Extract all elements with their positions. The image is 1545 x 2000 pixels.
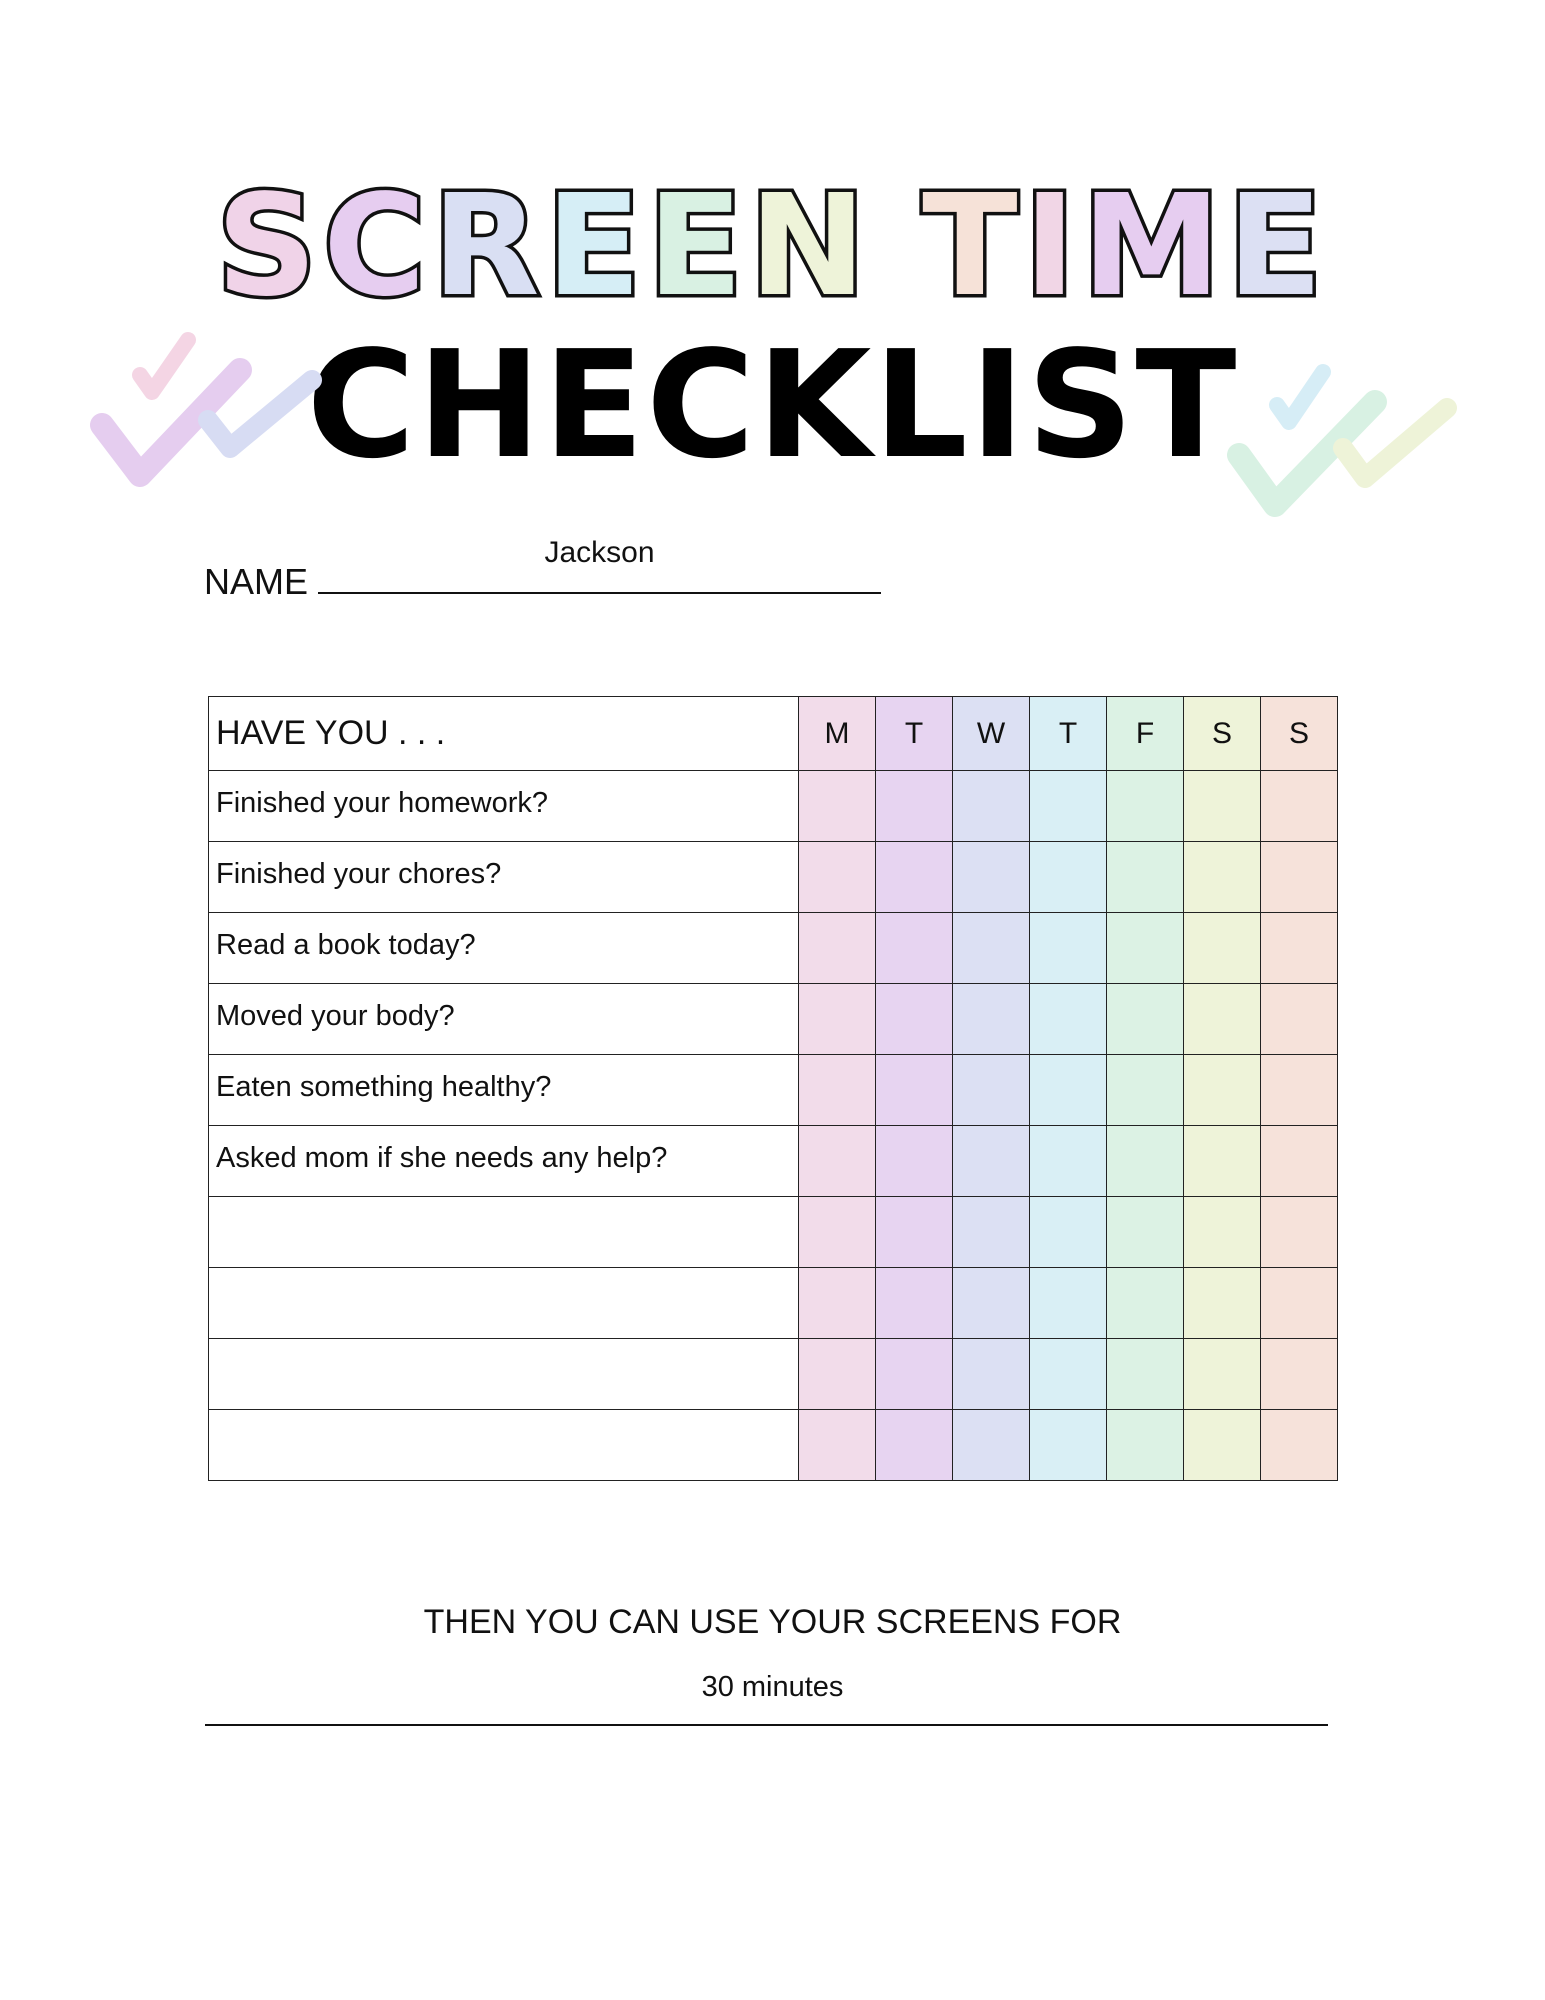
checkbox-cell[interactable]	[1107, 1126, 1184, 1197]
table-row	[209, 1268, 1338, 1339]
title-letter: T	[922, 165, 1024, 328]
checkbox-cell[interactable]	[1107, 1055, 1184, 1126]
table-row	[209, 1410, 1338, 1481]
checkbox-cell[interactable]	[953, 1055, 1030, 1126]
table-row	[209, 1197, 1338, 1268]
title-letter: E	[1227, 165, 1329, 328]
day-header: T	[1030, 697, 1107, 771]
checkbox-cell[interactable]	[876, 1410, 953, 1481]
checkbox-cell[interactable]	[799, 1410, 876, 1481]
day-header: S	[1184, 697, 1261, 771]
minutes-field[interactable]: 30 minutes	[701, 1671, 844, 1703]
decorative-checkmarks-left-icon	[90, 330, 330, 500]
checkbox-cell[interactable]	[1184, 1339, 1261, 1410]
checklist-heading: HAVE YOU . . .	[209, 697, 799, 771]
checkbox-cell[interactable]	[1261, 1268, 1338, 1339]
checkbox-cell[interactable]	[1261, 913, 1338, 984]
checkbox-cell[interactable]	[876, 913, 953, 984]
checkbox-cell[interactable]	[1107, 984, 1184, 1055]
checklist-header-row	[209, 697, 1338, 771]
checkbox-cell[interactable]	[799, 771, 876, 842]
checkbox-cell[interactable]	[1184, 984, 1261, 1055]
table-row	[209, 1126, 1338, 1197]
checkbox-cell[interactable]	[876, 1055, 953, 1126]
checkbox-cell[interactable]	[1030, 1126, 1107, 1197]
checkbox-cell[interactable]	[799, 913, 876, 984]
checkbox-cell[interactable]	[953, 984, 1030, 1055]
checkbox-cell[interactable]	[1030, 1268, 1107, 1339]
checklist-item-label[interactable]	[209, 1197, 799, 1268]
table-row	[209, 1055, 1338, 1126]
title-letter: E	[545, 165, 648, 328]
checkbox-cell[interactable]	[1030, 842, 1107, 913]
day-header: M	[799, 697, 876, 771]
checkbox-cell[interactable]	[953, 771, 1030, 842]
checkbox-cell[interactable]	[1107, 1339, 1184, 1410]
checkbox-cell[interactable]	[1184, 1410, 1261, 1481]
checkbox-cell[interactable]	[876, 842, 953, 913]
checkbox-cell[interactable]	[1107, 913, 1184, 984]
title-letter: E	[647, 165, 749, 328]
checkbox-cell[interactable]	[1107, 1197, 1184, 1268]
day-header: W	[953, 697, 1030, 771]
checkbox-cell[interactable]	[1030, 1410, 1107, 1481]
checkbox-cell[interactable]	[1261, 1055, 1338, 1126]
table-row	[209, 842, 1338, 913]
title-screen-time	[0, 165, 1545, 328]
checkbox-cell[interactable]	[1184, 1197, 1261, 1268]
checkbox-cell[interactable]	[876, 771, 953, 842]
checkbox-cell[interactable]	[953, 1126, 1030, 1197]
checkbox-cell[interactable]	[1261, 842, 1338, 913]
checkbox-cell[interactable]	[1184, 842, 1261, 913]
checkbox-cell[interactable]	[1261, 771, 1338, 842]
checkbox-cell[interactable]	[1261, 1339, 1338, 1410]
checkbox-cell[interactable]	[1107, 1410, 1184, 1481]
checkbox-cell[interactable]	[1261, 1126, 1338, 1197]
name-underline	[318, 592, 881, 594]
checklist-item-label[interactable]	[209, 1339, 799, 1410]
checkbox-cell[interactable]	[799, 842, 876, 913]
title-letter: R	[431, 165, 546, 328]
decorative-checkmarks-right-icon	[1225, 360, 1465, 530]
checklist-item-label: Eaten something healthy?	[209, 1055, 799, 1126]
table-row	[209, 913, 1338, 984]
checkbox-cell[interactable]	[876, 1197, 953, 1268]
checklist-item-label[interactable]	[209, 1410, 799, 1481]
table-row	[209, 984, 1338, 1055]
name-label: NAME	[204, 561, 309, 602]
checkbox-cell[interactable]	[1184, 771, 1261, 842]
checkbox-cell[interactable]	[1184, 1268, 1261, 1339]
checkbox-cell[interactable]	[1184, 1055, 1261, 1126]
checkbox-cell[interactable]	[953, 1339, 1030, 1410]
title-letter: C	[323, 165, 432, 328]
checkbox-cell[interactable]	[1107, 771, 1184, 842]
checkbox-cell[interactable]	[953, 842, 1030, 913]
checkbox-cell[interactable]	[1030, 1339, 1107, 1410]
checkbox-cell[interactable]	[876, 1126, 953, 1197]
checkbox-cell[interactable]	[953, 1197, 1030, 1268]
title-letter: N	[748, 165, 873, 328]
title-checklist: CHECKLIST	[306, 319, 1239, 491]
checkbox-cell[interactable]	[1107, 1268, 1184, 1339]
table-row	[209, 771, 1338, 842]
checkbox-cell[interactable]	[953, 1268, 1030, 1339]
table-row	[209, 1339, 1338, 1410]
minutes-underline	[205, 1724, 1328, 1726]
checkbox-cell[interactable]	[1261, 984, 1338, 1055]
checkbox-cell[interactable]	[799, 1126, 876, 1197]
checkbox-cell[interactable]	[876, 1339, 953, 1410]
title-letter: M	[1081, 165, 1228, 328]
checkbox-cell[interactable]	[953, 1410, 1030, 1481]
checkbox-cell[interactable]	[1261, 1197, 1338, 1268]
checkbox-cell[interactable]	[799, 1055, 876, 1126]
checklist-item-label: Finished your homework?	[209, 771, 799, 842]
checkbox-cell[interactable]	[799, 984, 876, 1055]
checkbox-cell[interactable]	[1030, 913, 1107, 984]
checkbox-cell[interactable]	[799, 1268, 876, 1339]
day-header: S	[1261, 697, 1338, 771]
checklist-item-label: Finished your chores?	[209, 842, 799, 913]
reward-text: THEN YOU CAN USE YOUR SCREENS FOR	[423, 1603, 1122, 1641]
checkbox-cell[interactable]	[1030, 1055, 1107, 1126]
checklist-table	[208, 696, 1338, 1481]
checkbox-cell[interactable]	[1030, 1197, 1107, 1268]
checklist-item-label[interactable]	[209, 1268, 799, 1339]
checklist-item-label: Moved your body?	[209, 984, 799, 1055]
checkbox-cell[interactable]	[876, 984, 953, 1055]
checkbox-cell[interactable]	[799, 1339, 876, 1410]
name-field[interactable]: Jackson	[544, 536, 655, 569]
checklist-item-label: Read a book today?	[209, 913, 799, 984]
checkbox-cell[interactable]	[1184, 1126, 1261, 1197]
checkbox-cell[interactable]	[1107, 842, 1184, 913]
checkbox-cell[interactable]	[1030, 984, 1107, 1055]
checkbox-cell[interactable]	[1030, 771, 1107, 842]
checkbox-cell[interactable]	[1261, 1410, 1338, 1481]
checklist-item-label: Asked mom if she needs any help?	[209, 1126, 799, 1197]
checkbox-cell[interactable]	[1184, 913, 1261, 984]
checkbox-cell[interactable]	[953, 913, 1030, 984]
title-letter: I	[1023, 165, 1082, 328]
day-header: F	[1107, 697, 1184, 771]
checkbox-cell[interactable]	[876, 1268, 953, 1339]
checkbox-cell[interactable]	[799, 1197, 876, 1268]
title-letter: S	[216, 165, 324, 328]
day-header: T	[876, 697, 953, 771]
